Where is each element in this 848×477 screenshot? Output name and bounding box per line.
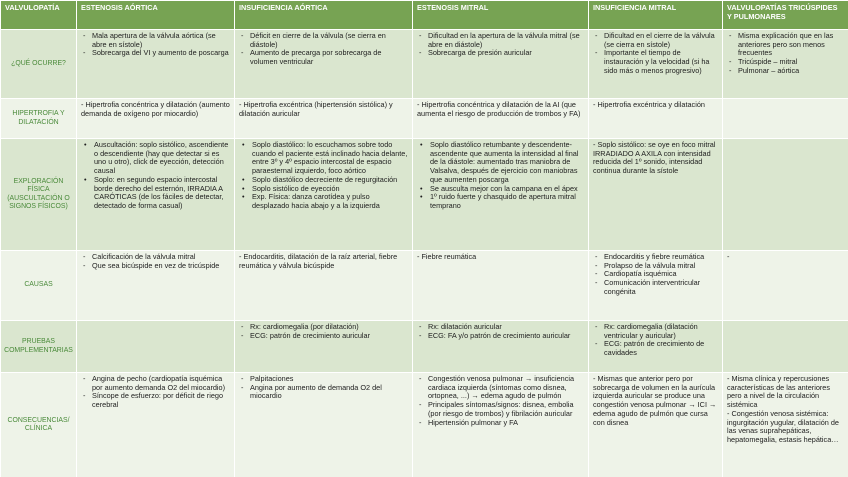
cell-tricuspides-pulmonares	[723, 99, 848, 139]
list-item: - Sobrecarga del VI y aumento de poscarga	[81, 49, 230, 58]
cell-insuficiencia-mitral	[589, 99, 723, 139]
list-item: - Importante el tiempo de instauración y la velocidad (si ha sido más o menos progresivo)	[593, 49, 718, 75]
cell-text: - Hipertrofia concéntrica y dilatación de la AI (que aumenta el riesgo de producción de trombos y FA)	[417, 100, 581, 118]
cell-estenosis-aortica	[77, 139, 235, 251]
list-item: - Que sea bicúspide en vez de tricúspide	[81, 262, 230, 271]
row-label: CAUSAS	[1, 251, 77, 321]
cell-insuficiencia-aortica	[235, 99, 413, 139]
cell-text: - Hipertrofia excéntrica (hipertensión sistólica) y dilatación auricular	[239, 100, 393, 118]
header-row	[1, 1, 848, 30]
cell-list	[417, 32, 584, 58]
cell-text: - Mismas que anterior pero por sobrecarga de volumen en la aurícula izquierda auricular se produce una congestión venosa pulmonar → ICI → edema agudo de pulmón que cursa con disnea	[593, 374, 717, 427]
cell-estenosis-mitral	[413, 30, 589, 99]
list-item: • Soplo: en segundo espacio intercostal borde derecho del esternón, IRRADIA A CARÓTICAS (de los fáciles de detectar, detectado de forma casual)	[81, 176, 230, 211]
cell-estenosis-mitral	[413, 251, 589, 321]
row-label: ¿QUÉ OCURRE?	[1, 30, 77, 99]
cell-tricuspides-pulmonares	[723, 139, 848, 251]
row-label: CONSECUENCIAS/ CLÍNICA	[1, 373, 77, 477]
list-item: • Soplo sistólico de eyección	[239, 185, 408, 194]
cell-text: - Hipertrofia concéntrica y dilatación (aumento demanda de oxígeno por miocardio)	[81, 100, 230, 118]
cell-list	[81, 375, 230, 410]
list-item: - Comunicación interventricular congénita	[593, 279, 718, 296]
table-row	[1, 321, 848, 373]
list-item: - Dificultad en la apertura de la válvula mitral (se abre en diástole)	[417, 32, 584, 49]
cell-list	[727, 32, 844, 76]
list-item: - Angina por aumento de demanda O2 del miocardio	[239, 384, 408, 401]
cell-text: - Soplo sistólico: se oye en foco mitral IRRADIADO A AXILA con intensidad reducida del 1º sonido, intensidad continua durante la sístole	[593, 140, 716, 176]
cell-estenosis-aortica	[77, 99, 235, 139]
header-insuficiencia-aortica: INSUFICIENCIA AÓRTICA	[235, 1, 413, 30]
row-label: HIPERTROFIA Y DILATACIÓN	[1, 99, 77, 139]
table-row	[1, 139, 848, 251]
header-insuficiencia-mitral: INSUFICIENCIA MITRAL	[589, 1, 723, 30]
cell-list	[239, 375, 408, 401]
table-row	[1, 30, 848, 99]
cell-tricuspides-pulmonares	[723, 321, 848, 373]
list-item: - Pulmonar – aórtica	[727, 67, 844, 76]
cell-list	[239, 32, 408, 67]
list-item: - ECG: FA y/o patrón de crecimiento auricular	[417, 332, 584, 341]
cell-insuficiencia-mitral	[589, 321, 723, 373]
cell-list	[81, 253, 230, 270]
cell-list	[81, 32, 230, 58]
list-item: - Sobrecarga de presión auricular	[417, 49, 584, 58]
table-row	[1, 373, 848, 477]
cell-list	[239, 323, 408, 340]
list-item: - Angina de pecho (cardiopatía isquémica por aumento demanda O2 del miocardio)	[81, 375, 230, 392]
table-row	[1, 99, 848, 139]
header-valvulopatia: VALVULOPATÍA	[1, 1, 77, 30]
list-item: - Hipertensión pulmonar y FA	[417, 419, 584, 428]
list-item: • Soplo diastólico: lo escuchamos sobre todo cuando el paciente está inclinado hacia delante, entre 3º y 4º espacio intercostal de espacio paraesternal izquierdo, foco aórtico	[239, 141, 408, 176]
cell-estenosis-mitral	[413, 139, 589, 251]
cell-estenosis-aortica	[77, 373, 235, 477]
cell-list	[81, 141, 230, 211]
list-item: - Principales síntomas/signos: disnea, embolia (por riesgo de trombos) y fibrilación auricular	[417, 401, 584, 418]
header-estenosis-aortica: ESTENOSIS AÓRTICA	[77, 1, 235, 30]
list-item: • Se ausculta mejor con la campana en el ápex	[417, 185, 584, 194]
cell-list	[417, 323, 584, 340]
list-item: - Síncope de esfuerzo: por déficit de riego cerebral	[81, 392, 230, 409]
cell-estenosis-mitral	[413, 321, 589, 373]
list-item: - Rx: dilatación auricular	[417, 323, 584, 332]
cell-insuficiencia-aortica	[235, 251, 413, 321]
cell-list	[593, 253, 718, 297]
cell-insuficiencia-aortica	[235, 139, 413, 251]
list-item: - Rx: cardiomegalia (por dilatación)	[239, 323, 408, 332]
table-row	[1, 251, 848, 321]
cell-insuficiencia-aortica	[235, 30, 413, 99]
list-item: • 1º ruido fuerte y chasquido de apertura mitral temprano	[417, 193, 584, 210]
cell-list	[593, 32, 718, 76]
cell-insuficiencia-mitral	[589, 251, 723, 321]
cell-estenosis-aortica	[77, 321, 235, 373]
cell-list	[239, 141, 408, 211]
cell-list	[593, 323, 718, 358]
list-item: - Prolapso de la válvula mitral	[593, 262, 718, 271]
header-tricuspides-pulmonares: VALVULOPATÍAS TRICÚSPIDES Y PULMONARES	[723, 1, 848, 30]
list-item: - ECG: patrón de crecimiento auricular	[239, 332, 408, 341]
cell-text: - Endocarditis, dilatación de la raíz arterial, fiebre reumática y válvula bicúspide	[239, 252, 398, 270]
cell-tricuspides-pulmonares	[723, 251, 848, 321]
list-item: • Exp. Física: danza carotídea y pulso desplazado hacia abajo y a la izquierda	[239, 193, 408, 210]
cell-text: -	[727, 252, 730, 261]
list-item: • Soplo diastólico retumbante y descendente-ascendente que aumenta la intensidad al final de la diástole: aumentado tras maniobra de Valsalva, después de ejercicio con maniobras que aumenten poscarga	[417, 141, 584, 185]
row-label: PRUEBAS COMPLEMENTARIAS	[1, 321, 77, 373]
list-item: - Aumento de precarga por sobrecarga de volumen ventricular	[239, 49, 408, 66]
row-label: EXPLORACIÓN FÍSICA (AUSCULTACIÓN O SIGNOS FÍSICOS)	[1, 139, 77, 251]
list-item: - Dificultad en el cierre de la válvula (se cierra en sístole)	[593, 32, 718, 49]
cell-insuficiencia-mitral	[589, 373, 723, 477]
cell-insuficiencia-mitral	[589, 139, 723, 251]
cell-insuficiencia-mitral	[589, 30, 723, 99]
header-estenosis-mitral: ESTENOSIS MITRAL	[413, 1, 589, 30]
list-item: - Cardiopatía isquémica	[593, 270, 718, 279]
list-item: - Tricúspide – mitral	[727, 58, 844, 67]
cell-estenosis-mitral	[413, 99, 589, 139]
cell-tricuspides-pulmonares	[723, 30, 848, 99]
cell-estenosis-aortica	[77, 251, 235, 321]
list-item: - ECG: patrón de crecimiento de cavidades	[593, 340, 718, 357]
cell-list	[417, 375, 584, 427]
cell-list	[417, 141, 584, 211]
list-item: • Auscultación: soplo sistólico, ascendiente o descendiente (hay que detectar si es uno u otro), click de eyección, detección causal	[81, 141, 230, 176]
list-item: - Mala apertura de la válvula aórtica (se abre en sístole)	[81, 32, 230, 49]
cell-insuficiencia-aortica	[235, 373, 413, 477]
cell-text: - Fiebre reumática	[417, 252, 477, 261]
list-item: - Congestión venosa pulmonar → insuficiencia cardiaca izquierda (síntomas como disnea, ortopnea, ...) → edema agudo de pulmón	[417, 375, 584, 401]
cell-insuficiencia-aortica	[235, 321, 413, 373]
list-item: - Palpitaciones	[239, 375, 408, 384]
cell-text: - Misma clínica y repercusiones características de las anteriores pero a nivel de la circulación sistémica - Congestión venosa sistémica: ingurgitación yugular, dilatación de las venas suprahepáticas, hepatomegalia, estasis hepática…	[727, 374, 839, 444]
list-item: - Endocarditis y fiebre reumática	[593, 253, 718, 262]
list-item: - Déficit en cierre de la válvula (se cierra en diástole)	[239, 32, 408, 49]
list-item: - Rx: cardiomegalia (dilatación ventricular y auricular)	[593, 323, 718, 340]
cell-estenosis-aortica	[77, 30, 235, 99]
cell-text: - Hipertrofia excéntrica y dilatación	[593, 100, 705, 109]
list-item: - Misma explicación que en las anteriores pero son menos frecuentes	[727, 32, 844, 58]
list-item: • Soplo diastólico decreciente de regurgitación	[239, 176, 408, 185]
list-item: - Calcificación de la válvula mitral	[81, 253, 230, 262]
cell-estenosis-mitral	[413, 373, 589, 477]
cell-tricuspides-pulmonares	[723, 373, 848, 477]
